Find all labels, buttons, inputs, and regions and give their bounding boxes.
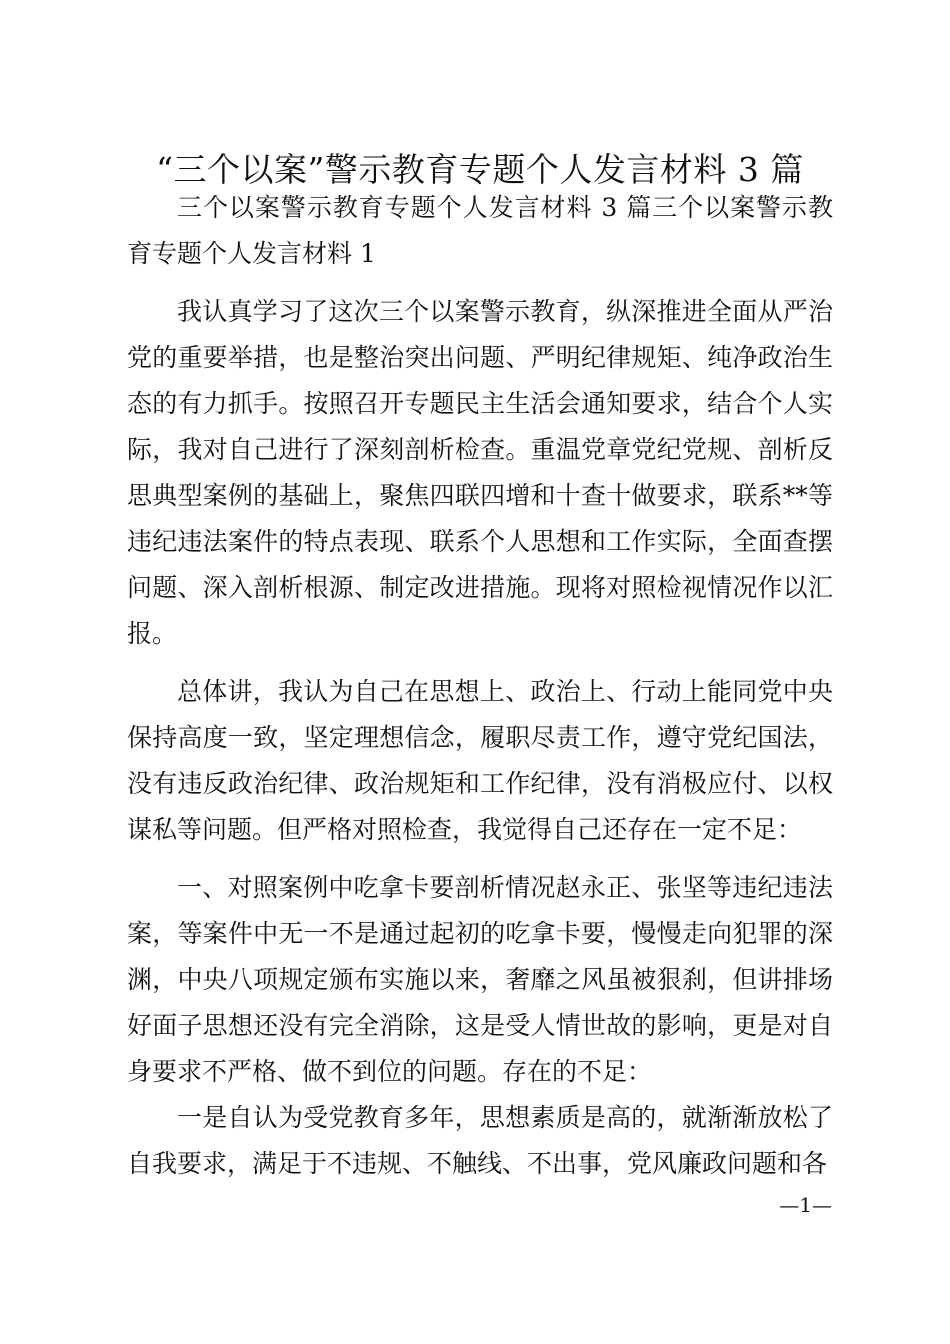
document-title: “三个以案”警示教育专题个人发言材料 3 篇 bbox=[156, 150, 804, 189]
document-body bbox=[127, 185, 833, 1187]
page-number: —1— bbox=[779, 1193, 832, 1217]
paragraph-intro: 我认真学习了这次三个以案警示教育，纵深推进全面从严治党的重要举措，也是整治突出问题、严明纪律规矩、纯净政治生态的有力抓手。按照召开专题民主生活会通知要求，结合个人实际，我对自己进行了深刻剖析检查。重温党章党纪党规、剖析反思典型案例的基础上，聚焦四联四增和十查十做要求，联系**等违纪违法案件的特点表现、联系个人思想和工作实际，全面查摆问题、深入剖析根源、制定改进措施。现将对照检视情况作以汇报。 bbox=[127, 297, 833, 648]
paragraph-subtitle: 三个以案警示教育专题个人发言材料 3 篇三个以案警示教育专题个人发言材料 1 bbox=[127, 193, 833, 268]
paragraph-point-one: 一是自认为受党教育多年，思想素质是高的，就渐渐放松了自我要求，满足于不违规、不触线、不出事，党风廉政问题和各 bbox=[127, 1103, 833, 1178]
paragraph-section-one: 一、对照案例中吃拿卡要剖析情况赵永正、张坚等违纪违法案，等案件中无一不是通过起初的吃拿卡要，慢慢走向犯罪的深渊，中央八项规定颁布实施以来，奢靡之风虽被狠刹，但讲排场好面子思想还没有完全消除，这是受人情世故的影响，更是对自身要求不严格、做不到位的问题。存在的不足： bbox=[127, 873, 833, 1086]
paragraph-overview: 总体讲，我认为自己在思想上、政治上、行动上能同党中央保持高度一致，坚定理想信念，履职尽责工作，遵守党纪国法，没有违反政治纪律、政治规矩和工作纪律，没有消极应付、以权谋私等问题。但严格对照检查，我觉得自己还存在一定不足： bbox=[127, 677, 833, 844]
